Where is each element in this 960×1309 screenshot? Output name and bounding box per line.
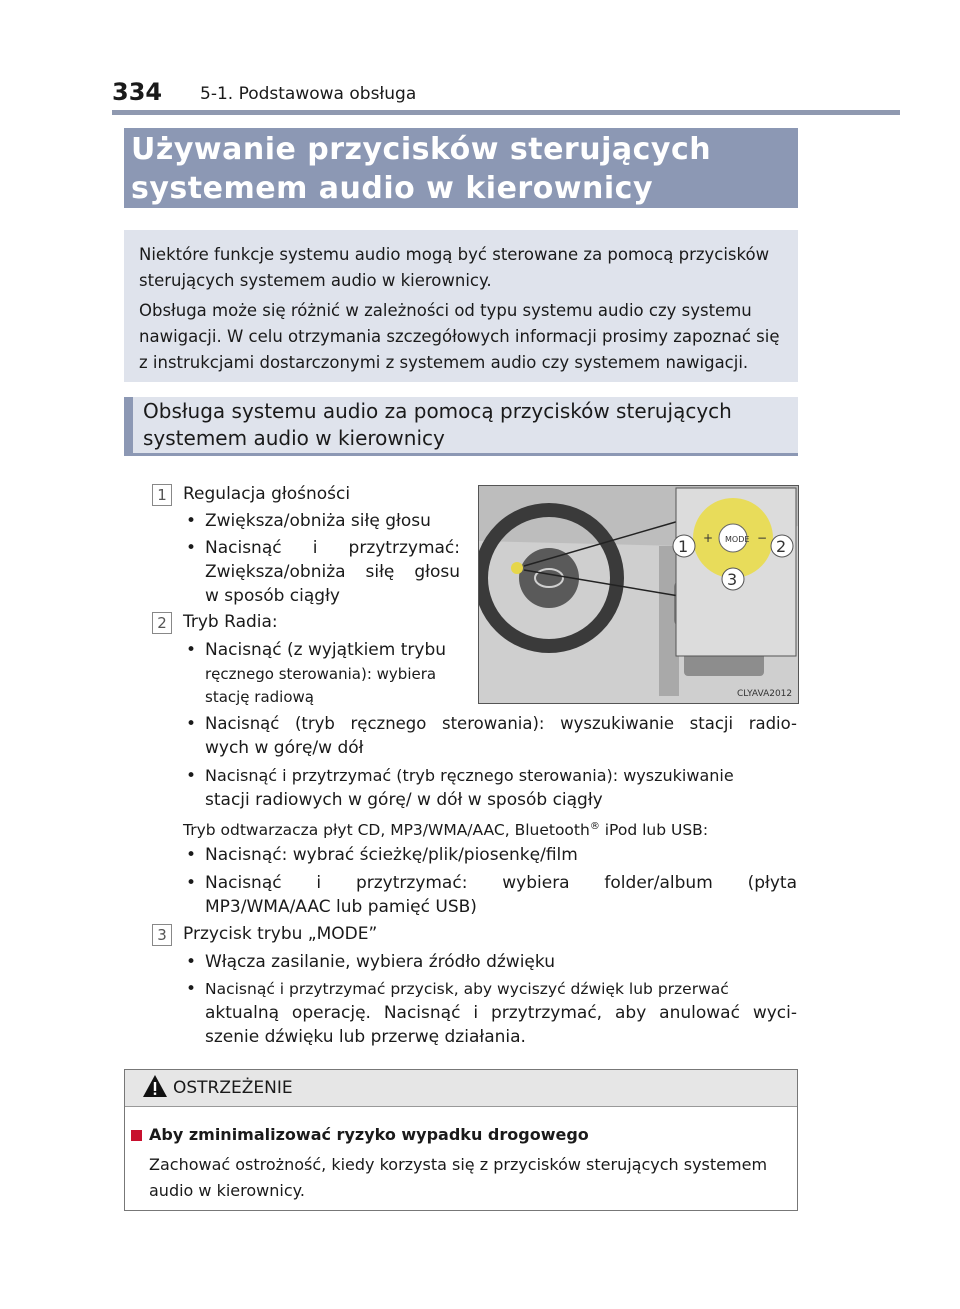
callout-3: 3	[727, 570, 738, 589]
item-1-title: Regulacja głośności	[183, 484, 351, 504]
page-number: 334	[112, 78, 163, 106]
bullet-dot: •	[186, 640, 197, 660]
svg-text:MODE: MODE	[725, 535, 750, 544]
figure-code: CLYAVA2012	[737, 689, 793, 699]
item-2-bullet-2a: Nacisnąć (tryb ręcznego sterowania): wyszukiwanie stacji radio-	[205, 714, 797, 733]
item-3-title: Przycisk trybu „MODE”	[183, 924, 378, 944]
warning-title: OSTRZEŻENIE	[173, 1078, 293, 1098]
item-2-bullet-1c: stację radiową	[205, 688, 314, 706]
header-rule	[112, 110, 900, 115]
page-title: Używanie przycisków sterujących systemem audio w kierownicy	[131, 132, 712, 206]
item-1-bullet-2a: Nacisnąć i przytrzymać:	[205, 538, 460, 558]
bullet-dot: •	[186, 511, 197, 531]
bullet-dot: •	[186, 845, 197, 865]
section-title: 5-1. Podstawowa obsługa	[200, 84, 417, 104]
item-3-bullet-2c: szenie dźwięku lub przerwę działania.	[205, 1027, 526, 1047]
cd-mode-text: Tryb odtwarzacza płyt CD, MP3/WMA/AAC, Bluetooth	[183, 821, 590, 840]
intro-paragraph-1: Niektóre funkcje systemu audio mogą być sterowane za pomocą przycisków sterujących systemem audio w kierownicy.	[139, 245, 770, 290]
svg-text:−: −	[757, 531, 768, 545]
warning-triangle-icon	[142, 1074, 168, 1098]
callout-1: 1	[678, 537, 689, 556]
bullet-dot: •	[186, 873, 197, 893]
item-3-bullet-1: Włącza zasilanie, wybiera źródło dźwięku	[205, 952, 555, 972]
item-2-cd-mode	[183, 815, 708, 842]
warning-body: Zachować ostrożność, kiedy korzysta się z przycisków sterujących systemem audio w kierownicy.	[149, 1155, 768, 1200]
bullet-dot: •	[186, 714, 197, 734]
item-1-bullet-2c: w sposób ciągły	[205, 586, 340, 606]
svg-text:+: +	[703, 531, 714, 545]
item-number-3: 3	[152, 924, 172, 946]
item-2-bullet-5a: Nacisnąć i przytrzymać: wybiera folder/album (płyta	[205, 873, 797, 893]
item-3-bullet-2a: Nacisnąć i przytrzymać przycisk, aby wyciszyć dźwięk lub przerwać	[205, 980, 729, 998]
item-1-bullet-1: Zwiększa/obniża siłę głosu	[205, 511, 431, 531]
item-2-bullet-3b: stacji radiowych w górę/ w dół w sposób ciągły	[205, 790, 603, 810]
item-2-title: Tryb Radia:	[183, 612, 278, 632]
callout-2: 2	[776, 537, 787, 556]
subheading: Obsługa systemu audio za pomocą przycisków sterujących systemem audio w kierownicy	[143, 399, 732, 450]
item-2-bullet-5b: MP3/WMA/AAC lub pamięć USB)	[205, 897, 477, 917]
item-2-bullet-2b: wych w górę/w dół	[205, 738, 364, 758]
warning-subtitle: Aby zminimalizować ryzyko wypadku drogowego	[149, 1125, 589, 1144]
item-number-2: 2	[152, 612, 172, 634]
item-1-bullet-2b: Zwiększa/obniża siłę głosu	[205, 562, 460, 582]
bullet-dot: •	[186, 538, 197, 558]
warning-bullet-square	[131, 1130, 142, 1141]
item-2-bullet-1a: Nacisnąć (z wyjątkiem trybu	[205, 640, 447, 660]
steering-wheel-illustration	[478, 485, 799, 704]
item-number-1: 1	[152, 484, 172, 506]
registered-mark: ®	[589, 821, 600, 832]
intro-paragraph-2: Obsługa może się różnić w zależności od typu systemu audio czy systemu nawigacji. W celu otrzymania szczegółowych informacji prosimy zapoznać się z instrukcjami dostarczonymi z systemem audio czy systemem nawigacji.	[139, 301, 780, 372]
bullet-dot: •	[186, 952, 197, 972]
intro-box	[124, 230, 798, 382]
bullet-dot: •	[186, 766, 197, 786]
bullet-dot: •	[186, 979, 197, 999]
cd-mode-text-end: iPod lub USB:	[599, 821, 709, 840]
item-2-bullet-1b: ręcznego sterowania): wybiera	[205, 665, 437, 683]
item-2-bullet-3a: Nacisnąć i przytrzymać (tryb ręcznego sterowania): wyszukiwanie	[205, 766, 734, 785]
subheading-bar	[124, 397, 133, 456]
item-2-bullet-4: Nacisnąć: wybrać ścieżkę/plik/piosenkę/film	[205, 845, 578, 865]
item-3-bullet-2b: aktualną operację. Nacisnąć i przytrzymać, aby anulować wyci-	[205, 1003, 797, 1023]
